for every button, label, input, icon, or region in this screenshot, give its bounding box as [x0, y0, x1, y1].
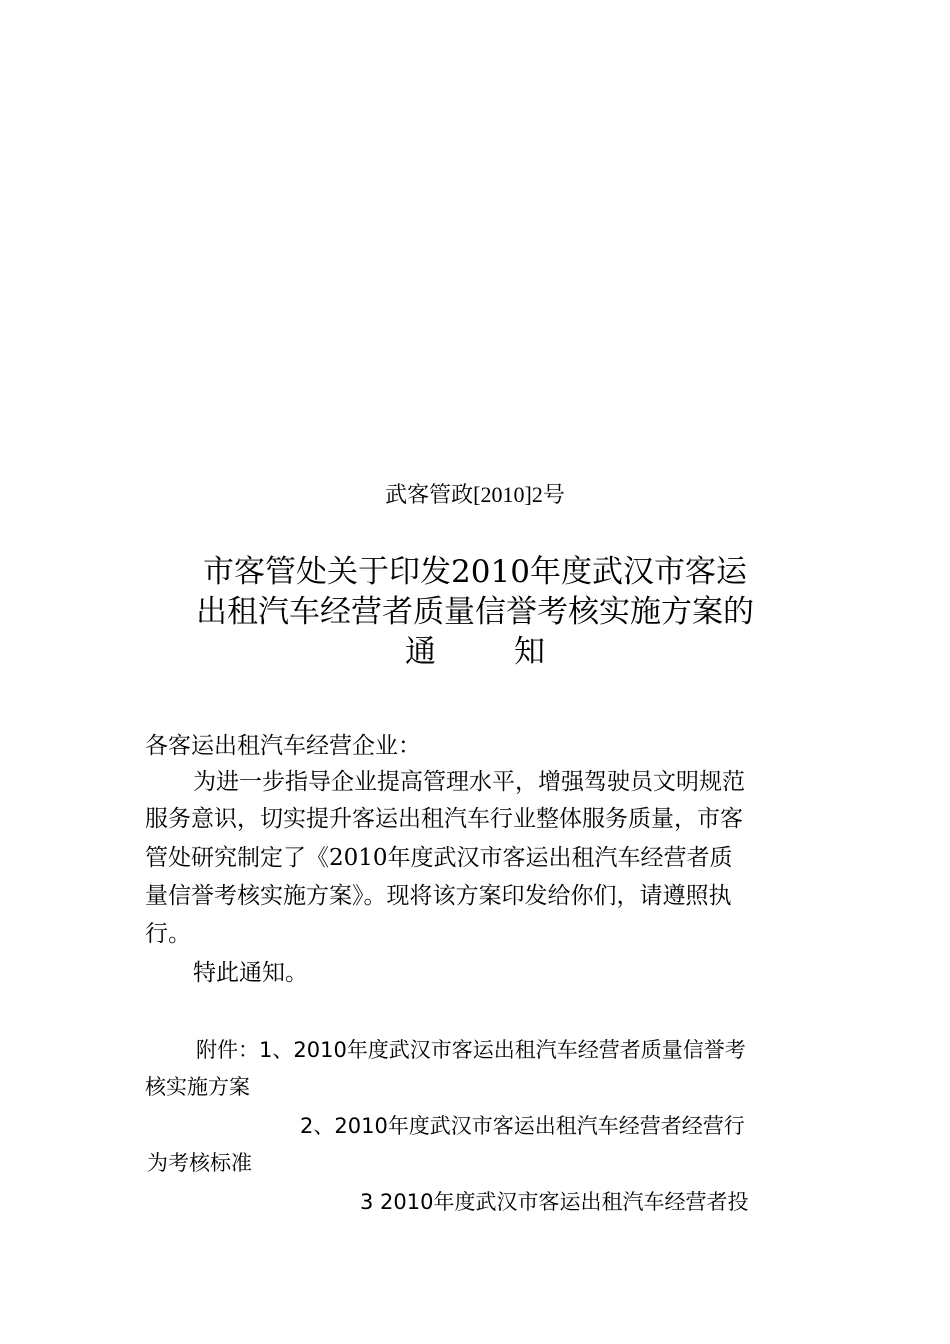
- attachment-item-2: [300, 1112, 745, 1140]
- body-line-1: 为进一步指导企业提高管理水平，增强驾驶员文明规范: [193, 769, 745, 795]
- document-number: 武客管政[2010]2号: [385, 482, 565, 507]
- attachments-label: 附件：: [196, 1038, 259, 1062]
- attachment-1-number: 1、2010: [259, 1038, 347, 1062]
- document-title-line-2: 出租汽车经营者质量信誉考核实施方案的: [196, 594, 754, 630]
- closing-text: 特此通知。: [193, 960, 308, 986]
- document-title-line-1: 市客管处关于印发2010年度武汉市客运: [203, 554, 747, 590]
- attachment-item-3: [360, 1188, 748, 1216]
- attachment-2-number: 2、2010: [300, 1114, 388, 1138]
- attachment-1-text: 年度武汉市客运出租汽车经营者质量信誉考: [346, 1038, 746, 1062]
- attachment-2-text: 年度武汉市客运出租汽车经营者经营行: [387, 1114, 745, 1138]
- attachment-2-continuation: 为考核标准: [147, 1151, 252, 1175]
- body-line-2: 服务意识，切实提升客运出租汽车行业整体服务质量，市客: [145, 806, 743, 832]
- title-char-tong: 通: [405, 634, 436, 670]
- title-char-zhi: 知: [514, 634, 545, 670]
- attachment-3-number: 3 2010: [360, 1190, 434, 1214]
- document-title-line-3: [0, 632, 950, 672]
- attachment-3-text: 年度武汉市客运出租汽车经营者投: [433, 1190, 749, 1214]
- body-line-4: 量信誉考核实施方案》。现将该方案印发给你们，请遵照执: [145, 883, 732, 909]
- attachment-1-continuation: 核实施方案: [145, 1075, 250, 1099]
- body-line-5: 行。: [145, 921, 191, 947]
- attachment-item-1: [196, 1036, 746, 1064]
- salutation: 各客运出租汽车经营企业：: [145, 733, 421, 759]
- body-line-3: 管处研究制定了《2010年度武汉市客运出租汽车经营者质: [145, 845, 733, 871]
